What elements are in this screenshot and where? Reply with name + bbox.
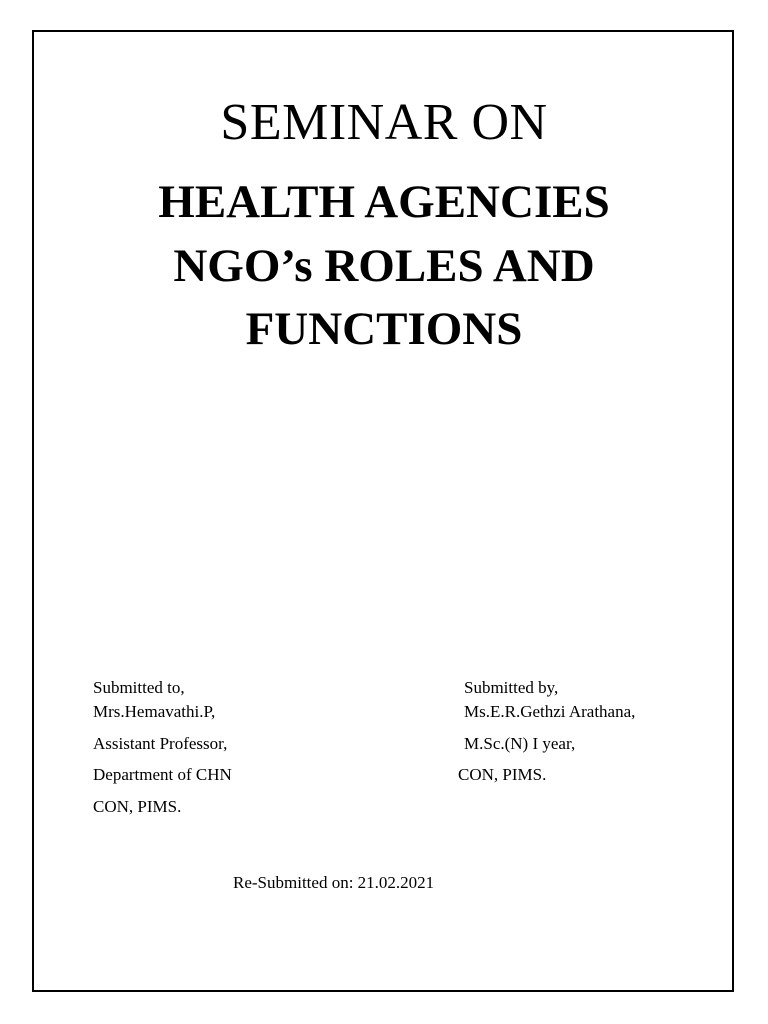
submitted-by-course: M.Sc.(N) I year,: [464, 734, 576, 753]
title-line-1: HEALTH AGENCIES: [158, 176, 610, 228]
title-line-2: NGO’s ROLES AND: [173, 240, 595, 292]
submitted-by-institution: CON, PIMS.: [458, 765, 547, 784]
submitted-by-label: Submitted by,: [464, 678, 559, 697]
submitted-to-institution: CON, PIMS.: [93, 797, 182, 816]
submitted-to-department: Department of CHN: [93, 765, 232, 784]
submitted-to-designation: Assistant Professor,: [93, 734, 228, 753]
resubmitted-date: Re-Submitted on: 21.02.2021: [233, 873, 435, 892]
title-line-3: FUNCTIONS: [245, 303, 523, 355]
submitted-to-name: Mrs.Hemavathi.P,: [93, 702, 216, 721]
submitted-to-label: Submitted to,: [93, 678, 185, 697]
seminar-on-heading: SEMINAR ON: [220, 94, 548, 151]
submitted-by-name: Ms.E.R.Gethzi Arathana,: [464, 702, 636, 721]
